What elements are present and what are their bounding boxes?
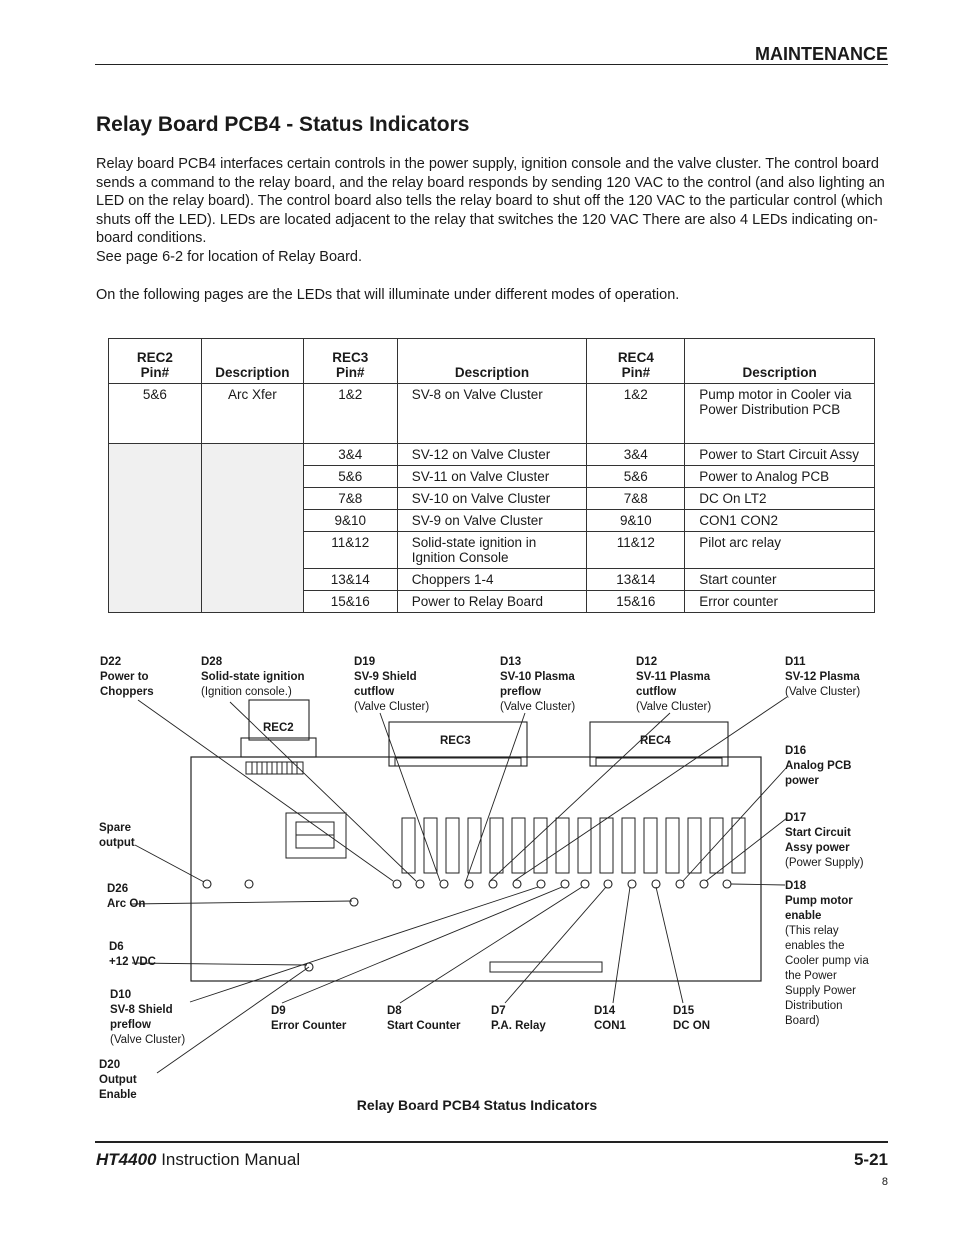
svg-text:DC ON: DC ON xyxy=(673,1020,711,1032)
cell: Power to Start Circuit Assy xyxy=(685,444,875,466)
svg-text:(Ignition console.): (Ignition console.) xyxy=(201,686,292,698)
figure-caption: Relay Board PCB4 Status Indicators xyxy=(356,1097,598,1113)
svg-text:cutflow: cutflow xyxy=(636,686,677,698)
svg-text:enables the: enables the xyxy=(785,940,845,952)
svg-text:Spare: Spare xyxy=(99,822,131,834)
svg-text:(Valve Cluster): (Valve Cluster) xyxy=(636,701,712,713)
svg-text:D19: D19 xyxy=(354,656,376,668)
svg-text:Board): Board) xyxy=(785,1015,820,1027)
label-d16 xyxy=(785,745,851,787)
header-rule xyxy=(95,64,888,65)
cell: Error counter xyxy=(685,591,875,613)
svg-text:output: output xyxy=(99,837,135,849)
svg-text:Solid-state ignition: Solid-state ignition xyxy=(201,671,305,683)
cell: Choppers 1-4 xyxy=(397,569,587,591)
svg-text:D13: D13 xyxy=(500,656,522,668)
table-row xyxy=(109,384,875,444)
svg-text:Error Counter: Error Counter xyxy=(271,1020,347,1032)
cell: Pump motor in Cooler via Power Distribution PCB xyxy=(685,384,875,444)
svg-text:CON1: CON1 xyxy=(594,1020,626,1032)
label-d26 xyxy=(107,883,145,910)
cell: 7&8 xyxy=(303,488,397,510)
page-number: 5-21 xyxy=(853,1150,888,1169)
intro-paragraph-2: See page 6-2 for location of Relay Board. xyxy=(96,248,362,265)
svg-text:SV-10 Plasma: SV-10 Plasma xyxy=(500,671,575,683)
svg-text:SV-11 Plasma: SV-11 Plasma xyxy=(636,671,711,683)
header-description: Description xyxy=(201,339,303,384)
label-d15 xyxy=(673,1005,710,1032)
cell: Arc Xfer xyxy=(201,384,303,444)
manual-label: Instruction Manual xyxy=(156,1150,301,1169)
svg-text:Arc On: Arc On xyxy=(107,898,146,910)
svg-text:D12: D12 xyxy=(636,656,658,668)
label-d6 xyxy=(109,941,156,968)
empty-cell xyxy=(201,444,303,613)
svg-text:(Power Supply): (Power Supply) xyxy=(785,857,864,869)
rec2-label: REC2 xyxy=(263,722,294,734)
cell: DC On LT2 xyxy=(685,488,875,510)
svg-text:D8: D8 xyxy=(387,1005,402,1017)
label-d14 xyxy=(594,1005,627,1032)
svg-text:cutflow: cutflow xyxy=(354,686,395,698)
header-description: Description xyxy=(685,339,875,384)
svg-text:D14: D14 xyxy=(594,1005,616,1017)
svg-text:D16: D16 xyxy=(785,745,807,757)
svg-text:the Power: the Power xyxy=(785,970,837,982)
svg-text:Distribution: Distribution xyxy=(785,1000,843,1012)
label-d12 xyxy=(636,656,711,713)
header-rec3-pin: REC3 Pin# xyxy=(303,339,397,384)
svg-text:D9: D9 xyxy=(271,1005,286,1017)
label-d28 xyxy=(201,656,305,698)
rec3-label: REC3 xyxy=(440,735,471,747)
svg-text:preflow: preflow xyxy=(500,686,541,698)
svg-text:Analog PCB: Analog PCB xyxy=(785,760,852,772)
rec3-connector-base xyxy=(395,758,521,766)
rec2-connector xyxy=(249,700,309,740)
svg-text:(This relay: (This relay xyxy=(785,925,839,937)
cell: 9&10 xyxy=(587,510,685,532)
cell: Start counter xyxy=(685,569,875,591)
svg-text:P.A. Relay: P.A. Relay xyxy=(491,1020,546,1032)
header-rec2-pin: REC2 Pin# xyxy=(109,339,202,384)
svg-text:Power to: Power to xyxy=(100,671,149,683)
svg-text:Enable: Enable xyxy=(99,1089,137,1100)
label-d20 xyxy=(99,1059,137,1100)
rec2-connector-base xyxy=(241,738,316,757)
cell: 11&12 xyxy=(587,532,685,569)
svg-text:D6: D6 xyxy=(109,941,124,953)
svg-text:D7: D7 xyxy=(491,1005,506,1017)
label-d9 xyxy=(271,1005,347,1032)
svg-text:enable: enable xyxy=(785,910,822,922)
svg-text:power: power xyxy=(785,775,819,787)
cell: 9&10 xyxy=(303,510,397,532)
cell: SV-12 on Valve Cluster xyxy=(397,444,587,466)
table-header-row xyxy=(109,339,875,384)
svg-text:D18: D18 xyxy=(785,880,807,892)
label-d18 xyxy=(785,880,869,1027)
footer-manual-title xyxy=(96,1150,300,1170)
cell: 1&2 xyxy=(587,384,685,444)
svg-text:Choppers: Choppers xyxy=(100,686,154,698)
svg-text:(Valve Cluster): (Valve Cluster) xyxy=(110,1034,186,1046)
svg-text:SV-9 Shield: SV-9 Shield xyxy=(354,671,417,683)
cell: 1&2 xyxy=(303,384,397,444)
intro-text xyxy=(96,155,886,304)
svg-text:+12 VDC: +12 VDC xyxy=(109,956,156,968)
led-row xyxy=(203,880,731,971)
svg-text:Assy power: Assy power xyxy=(785,842,850,854)
svg-text:D20: D20 xyxy=(99,1059,121,1071)
cell: 7&8 xyxy=(587,488,685,510)
svg-text:D11: D11 xyxy=(785,656,806,668)
svg-text:D15: D15 xyxy=(673,1005,695,1017)
cell: 13&14 xyxy=(303,569,397,591)
footer-rule xyxy=(95,1141,888,1143)
cell: 5&6 xyxy=(587,466,685,488)
rec4-label: REC4 xyxy=(640,735,671,747)
label-d22 xyxy=(100,656,154,698)
intro-paragraph-3: On the following pages are the LEDs that will illuminate under different modes of operation. xyxy=(96,286,680,303)
sheet-number: 8 xyxy=(881,1176,888,1188)
cell: 13&14 xyxy=(587,569,685,591)
header-rec4-pin: REC4 Pin# xyxy=(587,339,685,384)
page-title: Relay Board PCB4 - Status Indicators xyxy=(96,113,470,136)
cell: Pilot arc relay xyxy=(685,532,875,569)
svg-text:preflow: preflow xyxy=(110,1019,151,1031)
cell: SV-9 on Valve Cluster xyxy=(397,510,587,532)
cell: SV-10 on Valve Cluster xyxy=(397,488,587,510)
relay-row xyxy=(402,818,745,873)
svg-text:SV-12 Plasma: SV-12 Plasma xyxy=(785,671,860,683)
cell: Power to Relay Board xyxy=(397,591,587,613)
cell: 15&16 xyxy=(587,591,685,613)
svg-text:Start Circuit: Start Circuit xyxy=(785,827,851,839)
cell: CON1 CON2 xyxy=(685,510,875,532)
cell: Solid-state ignition in Ignition Console xyxy=(397,532,587,569)
svg-text:Supply Power: Supply Power xyxy=(785,985,856,997)
cell: 3&4 xyxy=(303,444,397,466)
label-spare-output xyxy=(99,822,135,849)
svg-text:D28: D28 xyxy=(201,656,223,668)
svg-text:Output: Output xyxy=(99,1074,137,1086)
table-row xyxy=(109,444,875,466)
svg-text:(Valve Cluster): (Valve Cluster) xyxy=(354,701,430,713)
cell: 5&6 xyxy=(303,466,397,488)
cell: 3&4 xyxy=(587,444,685,466)
label-d11 xyxy=(785,656,860,698)
board-outline xyxy=(191,757,761,981)
svg-text:Start Counter: Start Counter xyxy=(387,1020,461,1032)
cell: SV-11 on Valve Cluster xyxy=(397,466,587,488)
label-d17 xyxy=(785,812,864,869)
svg-text:D26: D26 xyxy=(107,883,129,895)
header-description: Description xyxy=(397,339,587,384)
cell: 5&6 xyxy=(109,384,202,444)
svg-text:D10: D10 xyxy=(110,989,132,1001)
intro-paragraph-1: Relay board PCB4 interfaces certain controls in the power supply, ignition console and the valve cluster. The control board sends a command to the relay board, and the relay board responds by sending 120 VAC to the control (and also lighting an LED on the relay board). The control board also tells the relay board to shut off the 120 VAC to the particular control (which shuts off the LED). LEDs are located adjacent to the relay that switches the 120 VAC There are also 4 LEDs indicating on-board conditions. xyxy=(96,156,885,247)
cell: Power to Analog PCB xyxy=(685,466,875,488)
cell: 11&12 xyxy=(303,532,397,569)
empty-cell xyxy=(109,444,202,613)
label-d19 xyxy=(354,656,429,713)
label-d10 xyxy=(110,989,185,1046)
svg-text:Pump motor: Pump motor xyxy=(785,895,853,907)
svg-text:Cooler pump via: Cooler pump via xyxy=(785,955,869,967)
svg-text:SV-8 Shield: SV-8 Shield xyxy=(110,1004,173,1016)
section-header: MAINTENANCE xyxy=(755,44,888,64)
label-d8 xyxy=(387,1005,461,1032)
cell: SV-8 on Valve Cluster xyxy=(397,384,587,444)
cell: 15&16 xyxy=(303,591,397,613)
pin-table xyxy=(108,338,875,613)
svg-text:(Valve Cluster): (Valve Cluster) xyxy=(785,686,861,698)
label-d7 xyxy=(491,1005,546,1032)
relay-board-diagram xyxy=(0,640,954,1100)
terminal-strip xyxy=(490,962,602,972)
svg-text:D17: D17 xyxy=(785,812,807,824)
model-name: HT4400 xyxy=(96,1150,157,1169)
svg-text:(Valve Cluster): (Valve Cluster) xyxy=(500,701,576,713)
label-d13 xyxy=(500,656,575,713)
svg-text:D22: D22 xyxy=(100,656,122,668)
